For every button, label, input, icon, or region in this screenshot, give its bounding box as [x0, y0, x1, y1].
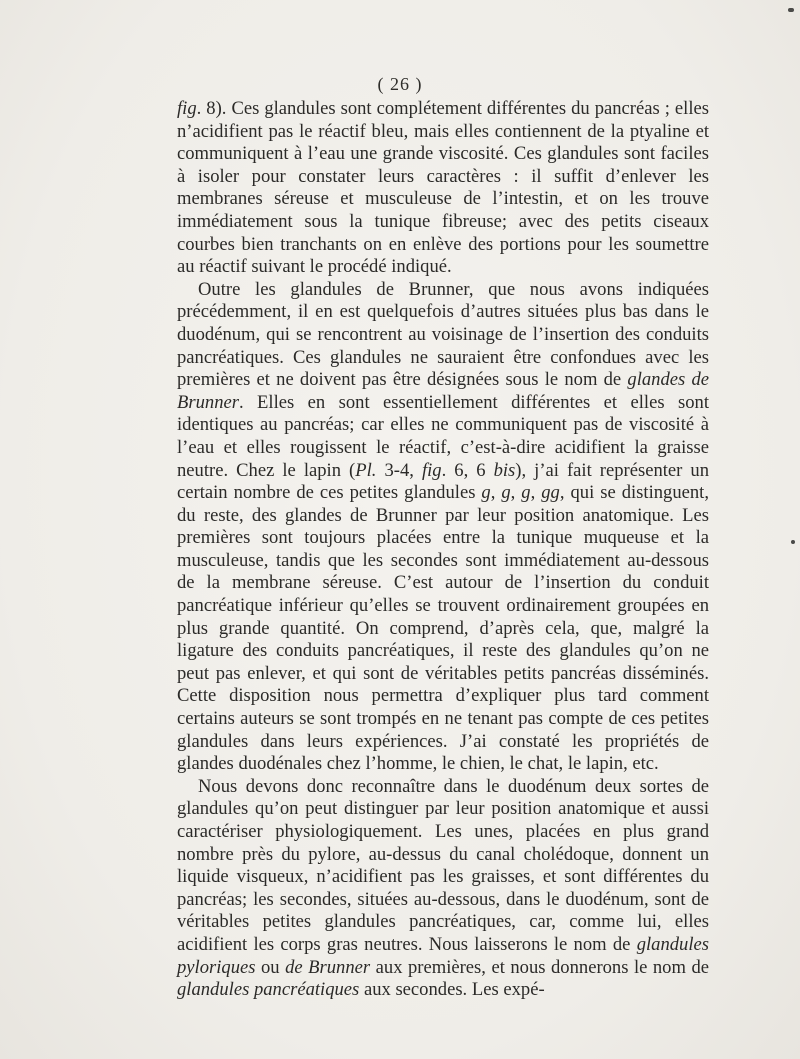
paragraph-2 [177, 279, 709, 776]
text-run: , [490, 482, 502, 504]
italic-text: g [501, 482, 511, 504]
text-run: Nous devons donc reconnaître dans le duodénum deux sortes de glandules qu’on peut distinguer par leur position anatomique et aussi caractériser physiologiquement. Les unes, placées en plus grand nombre près du pylore, au-dessus du canal cholédoque, donnent un liquide visqueux, n’acidifient pas les graisses, et sont différentes du pancréas; les secondes, situées au-dessous, dans le duodénum, sont de véritables petites glandules pancréatiques, car, comme lui, elles acidifient les corps gras neutres. Nous laisserons le nom de [177, 775, 709, 955]
text-run: Outre les glandules de Brunner, que nous avons indiquées précédemment, il en est quelquefois d’autres situées plus bas dans le duodénum, qui se rencontrent au voisinage de l’insertion des conduits pancréatiques. Ces glandules ne sauraient être confondues avec les premières et ne doivent pas être désignées sous le nom de [177, 278, 709, 391]
text-run: ), j’ai fait représenter un certain nombre de ces petites glandules [177, 459, 710, 504]
paragraph-3 [177, 776, 709, 1002]
italic-text: Pl. [355, 459, 377, 481]
body-text [177, 98, 709, 1002]
corner-mark [788, 8, 794, 12]
text-run: . Elles en sont essentiellement différentes et elles sont identiques au pancréas; car elles ne communiquent pas de viscosité à l’eau et elles rougissent le réactif, c’est-à-dire acidifient la graisse neutre. Chez le lapin ( [177, 391, 709, 481]
italic-text: de Brunner [285, 956, 371, 978]
text-run: 3-4, [376, 459, 422, 481]
text-run: aux premières, et nous donnerons le nom de [370, 956, 709, 978]
italic-text: glandules pancréatiques [177, 979, 360, 1001]
italic-text: bis [493, 459, 516, 481]
italic-text: gg [541, 482, 560, 504]
text-run: , [510, 482, 522, 504]
margin-dot [791, 540, 795, 544]
page-number: ( 26 ) [377, 74, 423, 94]
italic-text: g [481, 482, 491, 504]
text-run: . 6, 6 [441, 459, 494, 481]
text-run: , qui se distinguent, du reste, des glandes de Brunner par leur position anatomique. Les premières sont toujours placées entre la tunique muqueuse et la musculeuse, tandis que les secondes sont immédiatement au-dessous de la membrane séreuse. C’est autour de l’insertion du conduit pancréatique inférieur qu’elles se trouvent ordinairement groupées en plus grande quantité. On comprend, d’après cela, que, malgré la ligature des conduits pancréatiques, il reste des glandules qu’on ne peut pas enlever, et qui sont de véritables petits pancréas disséminés. Cette disposition nous permettra d’expliquer plus tard comment certains auteurs se sont trompés en ne tenant pas compte de ces petites glandules dans leurs expériences. J’ai constaté les propriétés de glandes duodénales chez l’homme, le chien, le chat, le lapin, etc. [177, 482, 709, 775]
italic-text: glandes de Brunner [177, 369, 709, 413]
italic-text: g [521, 482, 531, 504]
text-run: . 8). Ces glandules sont complétement différentes du pancréas ; elles n’acidifient pas le réactif bleu, mais elles contiennent de la ptyaline et communiquent à l’eau une grande viscosité. Ces glandules sont faciles à isoler pour constater leurs caractères : il suffit d’enlever les membranes séreuse et musculeuse de l’intestin, et on les trouve immédiatement sous la tunique fibreuse; avec des petits ciseaux courbes bien tranchants on en enlève des portions pour les soumettre au réactif suivant le procédé indiqué. [177, 98, 709, 278]
italic-text: fig [421, 459, 442, 481]
paragraph-1 [177, 98, 709, 279]
text-run: aux secondes. Les expé- [359, 979, 545, 1001]
text-run: , [530, 482, 542, 504]
italic-text: fig [177, 98, 197, 119]
text-run: ou [255, 956, 286, 978]
italic-text: glandules pyloriques [177, 933, 709, 978]
